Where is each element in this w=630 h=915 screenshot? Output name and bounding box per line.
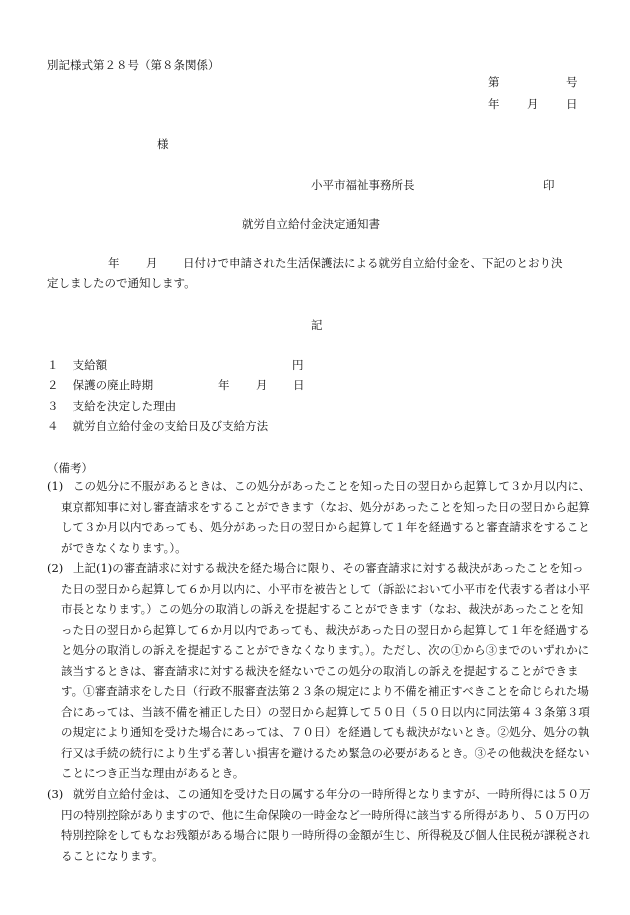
note-number: (1): [47, 479, 64, 493]
remark-note-1: [47, 476, 592, 558]
intro-month: 月: [146, 256, 158, 270]
seal-mark: 印: [543, 178, 555, 192]
intro-line2: 定しましたので通知します。: [47, 276, 196, 290]
addressee-honorific: 様: [157, 137, 169, 151]
note-text: 就労自立給付金は、この通知を受けた日の属する年分の一時所得となりますが、一時所得には５０万円の特別控除がありますので、他に生命保険の一時金など一時所得に該当する所得があり、５０万円の特別控除をしてもなお残額がある場合に限り一時所得の金額が生じ、所得税及び個人住民税が課税されることになります。: [61, 787, 591, 863]
intro-line1: 日付けで申請された生活保護法による就労自立給付金を、下記のとおり決: [183, 256, 563, 270]
item-number: ２: [47, 378, 59, 392]
date-year: 年: [488, 97, 500, 111]
item-abolition-year: 年: [218, 378, 230, 392]
item-label: 就労自立給付金の支給日及び支給方法: [72, 419, 269, 433]
note-number: (2): [47, 561, 64, 575]
item-label: 保護の廃止時期: [72, 378, 154, 392]
item-label: 支給額: [72, 358, 108, 372]
item-number: ４: [47, 419, 59, 433]
remark-note-3: [47, 784, 592, 866]
number-prefix: 第: [488, 75, 500, 89]
item-amount: [47, 357, 107, 373]
item-abolition-date: [47, 377, 153, 393]
date-day: 日: [566, 97, 578, 111]
form-label: 別記様式第２８号（第８条関係）: [47, 58, 220, 72]
document-title: 就労自立給付金決定通知書: [242, 217, 380, 231]
note-text: この処分に不服があるときは、この処分があったことを知った日の翌日から起算して３か月以内に、東京都知事に対し審査請求をすることができます（なお、処分があったことを知った日の翌日から起算して３か月以内であっても、処分があった日の翌日から起算して１年を経過すると審査請求をすることができなくなります。）。: [61, 479, 591, 555]
item-number: １: [47, 358, 59, 372]
remarks-heading: （備考）: [47, 461, 93, 475]
note-number: (3): [47, 787, 64, 801]
item-number: ３: [47, 399, 59, 413]
item-amount-unit: 円: [292, 358, 304, 372]
intro-year: 年: [108, 256, 120, 270]
note-text: 上記(1)の審査請求に対する裁決を経た場合に限り、その審査請求に対する裁決があったことを知った日の翌日から起算して６か月以内に、小平市を被告として（訴訟において小平市を代表する者は小平市長となります。）この処分の取消しの訴えを提起することができます（なお、裁決があったことを知った日の翌日から起算して６か月以内であっても、裁決があった日の翌日から起算して１年を経過すると処分の取消しの訴えを提起することができなくなります。）。ただし、次の①から③までのいずれかに該当するときは、審査請求に対する裁決を経ないでこの処分の取消しの訴えを提起することができます。①審査請求をした日（行政不服審査法第２３条の規定により不備を補正すべきことを命じられた場合にあっては、当該不備を補正した日）の翌日から起算して５０日（５０日以内に同法第４３条第３項の規定により通知を受けた場合にあっては、７０日）を経過しても裁決がないとき。②処分、処分の執行又は手続の続行により生ずる著しい損害を避けるため緊急の必要があるとき。③その他裁決を経ないことにつき正当な理由があるとき。: [61, 561, 590, 780]
remark-note-2: [47, 558, 592, 784]
item-label: 支給を決定した理由: [72, 399, 177, 413]
issuer-name: 小平市福祉事務所長: [311, 178, 415, 192]
item-abolition-month: 月: [256, 378, 268, 392]
item-payment-method: [47, 418, 268, 434]
item-reason: [47, 398, 176, 414]
item-abolition-day: 日: [293, 378, 305, 392]
ki-heading: 記: [311, 318, 323, 332]
number-suffix: 号: [566, 75, 578, 89]
date-month: 月: [527, 97, 539, 111]
